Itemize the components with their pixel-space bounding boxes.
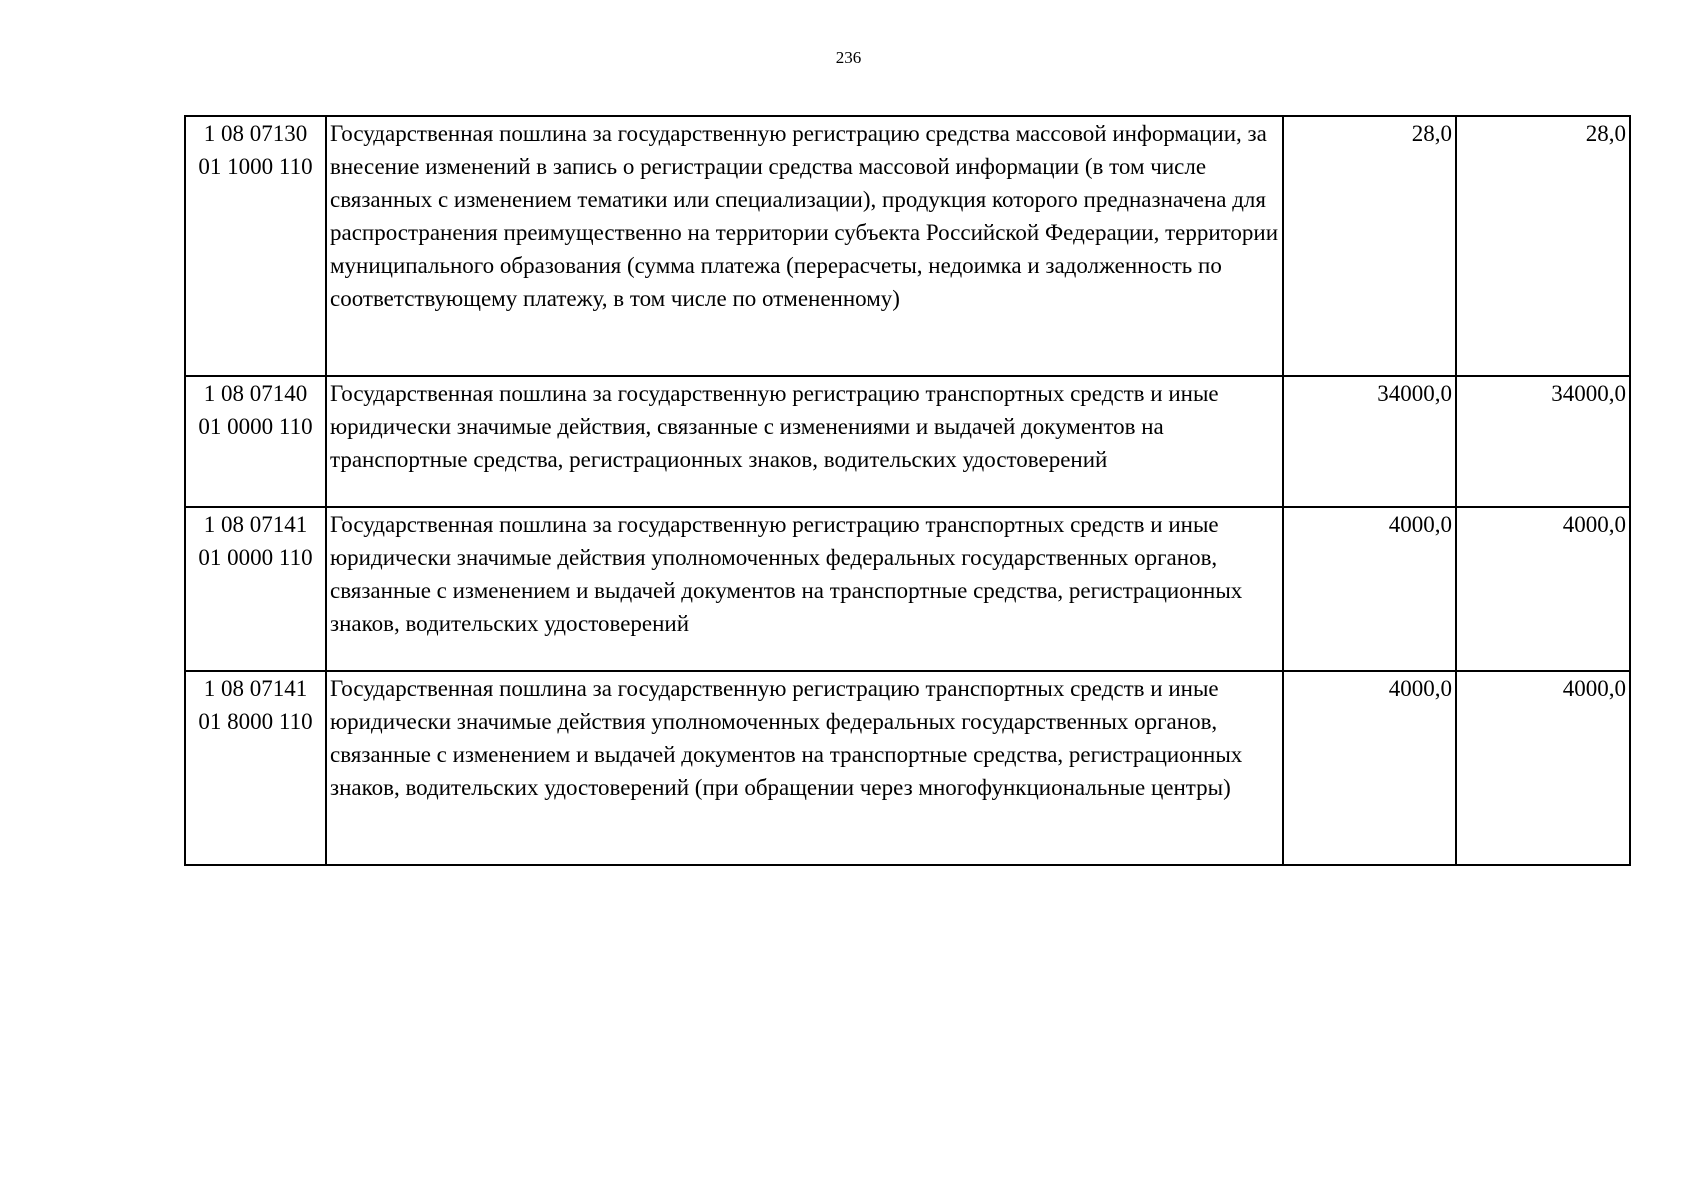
classification-code-cell: 1 08 07141 01 8000 110 [185, 671, 326, 865]
classification-code-cell: 1 08 07130 01 1000 110 [185, 116, 326, 376]
revenue-name-cell: Государственная пошлина за государственную регистрацию транспортных средств и иные юридически значимые действия, связанные с изменениями и выдачей документов на транспортные средства, регистрационных знаков, водительских удостоверений [326, 376, 1283, 507]
page-number: 236 [835, 48, 862, 67]
revenue-name-cell: Государственная пошлина за государственную регистрацию транспортных средств и иные юридически значимые действия уполномоченных федеральных государственных органов, связанные с изменением и выдачей документов на транспортные средства, регистрационных знаков, водительских удостоверений (при обращении через многофункциональные центры) [326, 671, 1283, 865]
table-row [185, 116, 1630, 376]
revenue-name-cell: Государственная пошлина за государственную регистрацию средства массовой информации, за внесение изменений в запись о регистрации средства массовой информации (в том числе связанных с изменением тематики или специализации), продукция которого предназначена для распространения преимущественно на территории субъекта Российской Федерации, территории муниципального образования (сумма платежа (перерасчеты, недоимка и задолженность по соответствующему платежу, в том числе по отмененному) [326, 116, 1283, 376]
revenue-name-cell: Государственная пошлина за государственную регистрацию транспортных средств и иные юридически значимые действия уполномоченных федеральных государственных органов, связанные с изменением и выдачей документов на транспортные средства, регистрационных знаков, водительских удостоверений [326, 507, 1283, 671]
classification-code-cell: 1 08 07140 01 0000 110 [185, 376, 326, 507]
amount-cell-1: 34000,0 [1283, 376, 1456, 507]
amount-cell-1: 4000,0 [1283, 671, 1456, 865]
table-row [185, 671, 1630, 865]
classification-code-cell: 1 08 07141 01 0000 110 [185, 507, 326, 671]
amount-cell-2: 34000,0 [1456, 376, 1630, 507]
budget-revenue-table [184, 115, 1631, 866]
amount-cell-2: 4000,0 [1456, 671, 1630, 865]
amount-cell-2: 28,0 [1456, 116, 1630, 376]
amount-cell-2: 4000,0 [1456, 507, 1630, 671]
table-row [185, 507, 1630, 671]
table-row [185, 376, 1630, 507]
amount-cell-1: 28,0 [1283, 116, 1456, 376]
amount-cell-1: 4000,0 [1283, 507, 1456, 671]
